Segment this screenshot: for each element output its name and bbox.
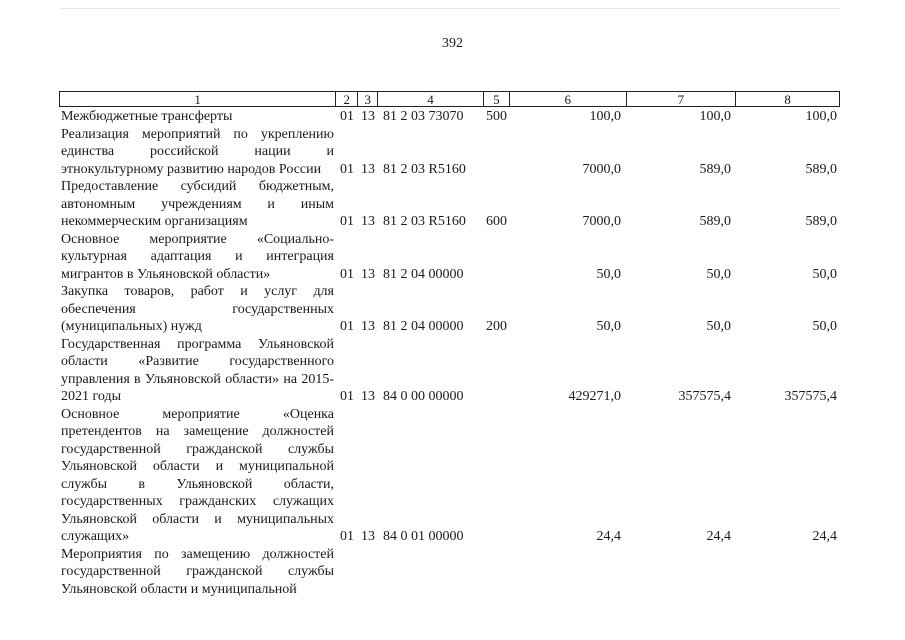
subsection-code: 13 xyxy=(361,214,375,229)
expense-type-code: 200 xyxy=(486,319,507,334)
amount-col-8: 100,0 xyxy=(805,109,837,124)
subsection-code: 13 xyxy=(361,529,375,544)
table-row xyxy=(59,283,840,336)
amount-col-7: 589,0 xyxy=(699,161,731,177)
table-row xyxy=(59,406,840,546)
section-code: 01 xyxy=(340,161,354,177)
amount-col-6: 7000,0 xyxy=(582,161,621,177)
table-row xyxy=(59,336,840,406)
row-name: Государственная программа Ульяновской области «Развитие государственного управления в Ульяновской области» на 2015-2021 годы xyxy=(61,336,334,404)
amount-col-6: 429271,0 xyxy=(568,389,621,404)
target-article-code: 81 2 04 00000 xyxy=(383,319,464,334)
subsection-code: 13 xyxy=(361,389,375,404)
amount-col-8: 50,0 xyxy=(812,319,837,334)
expense-type-code: 500 xyxy=(486,109,507,124)
amount-col-6: 50,0 xyxy=(596,266,621,282)
section-code: 01 xyxy=(340,319,354,334)
column-header-5: 5 xyxy=(484,92,510,106)
section-code: 01 xyxy=(340,266,354,282)
subsection-code: 13 xyxy=(361,319,375,334)
amount-col-7: 50,0 xyxy=(706,266,731,282)
row-name: Предоставление субсидий бюджетным, автономным учреждениям и иным некоммерческим организациям xyxy=(61,179,334,229)
table-row xyxy=(59,231,840,284)
section-code: 01 xyxy=(340,214,354,229)
table-row xyxy=(59,178,840,231)
amount-col-7: 357575,4 xyxy=(678,389,731,404)
row-name: Мероприятия по замещению должностей государственной гражданской службы Ульяновской области и муниципальной xyxy=(61,546,334,597)
target-article-code: 81 2 03 73070 xyxy=(383,109,464,124)
target-article-code: 81 2 04 00000 xyxy=(383,266,464,282)
section-code: 01 xyxy=(340,389,354,404)
page-number: 392 xyxy=(442,36,463,51)
column-header-row xyxy=(59,91,840,107)
amount-col-7: 100,0 xyxy=(699,109,731,124)
amount-col-6: 24,4 xyxy=(596,529,621,544)
amount-col-8: 50,0 xyxy=(812,266,837,282)
amount-col-8: 589,0 xyxy=(805,161,837,177)
subsection-code: 13 xyxy=(361,266,375,282)
amount-col-7: 50,0 xyxy=(706,319,731,334)
expense-type-code: 600 xyxy=(486,214,507,229)
row-name: Межбюджетные трансферты xyxy=(61,109,233,124)
table-row xyxy=(59,126,840,179)
column-header-4: 4 xyxy=(378,92,484,106)
amount-col-7: 589,0 xyxy=(699,214,731,229)
amount-col-6: 7000,0 xyxy=(582,214,621,229)
column-header-8: 8 xyxy=(784,92,791,107)
table-body xyxy=(59,108,840,598)
scan-edge-line xyxy=(60,8,840,9)
row-name: Основное мероприятие «Оценка претендентов на замещение должностей государственной гражданской службы Ульяновской области и муниципальной службы в Ульяновской области, государственных гражданских служащих Ульяновской области и муниципальных служащих» xyxy=(61,406,334,544)
section-code: 01 xyxy=(340,109,354,124)
amount-col-8: 357575,4 xyxy=(784,389,837,404)
amount-col-8: 24,4 xyxy=(812,529,837,544)
section-code: 01 xyxy=(340,529,354,544)
amount-col-6: 100,0 xyxy=(589,109,621,124)
subsection-code: 13 xyxy=(361,161,375,177)
row-name: Закупка товаров, работ и услуг для обеспечения государственных (муниципальных) нужд xyxy=(61,284,334,334)
target-article-code: 81 2 03 R5160 xyxy=(383,161,466,177)
target-article-code: 84 0 01 00000 xyxy=(383,529,464,544)
amount-col-6: 50,0 xyxy=(596,319,621,334)
column-header-3: 3 xyxy=(358,92,378,106)
target-article-code: 84 0 00 00000 xyxy=(383,389,464,404)
table-row xyxy=(59,546,840,599)
target-article-code: 81 2 03 R5160 xyxy=(383,214,466,229)
amount-col-8: 589,0 xyxy=(805,214,837,229)
table-row xyxy=(59,108,840,126)
column-header-7: 7 xyxy=(627,92,737,106)
row-name: Основное мероприятие «Социально-культурная адаптация и интеграция мигрантов в Ульяновской области» xyxy=(61,231,334,282)
subsection-code: 13 xyxy=(361,109,375,124)
column-header-2: 2 xyxy=(336,92,358,106)
column-header-6: 6 xyxy=(510,92,627,106)
column-header-1: 1 xyxy=(60,92,336,106)
amount-col-7: 24,4 xyxy=(706,529,731,544)
row-name: Реализация мероприятий по укреплению единства российской нации и этнокультурному развитию народов России xyxy=(61,126,334,177)
